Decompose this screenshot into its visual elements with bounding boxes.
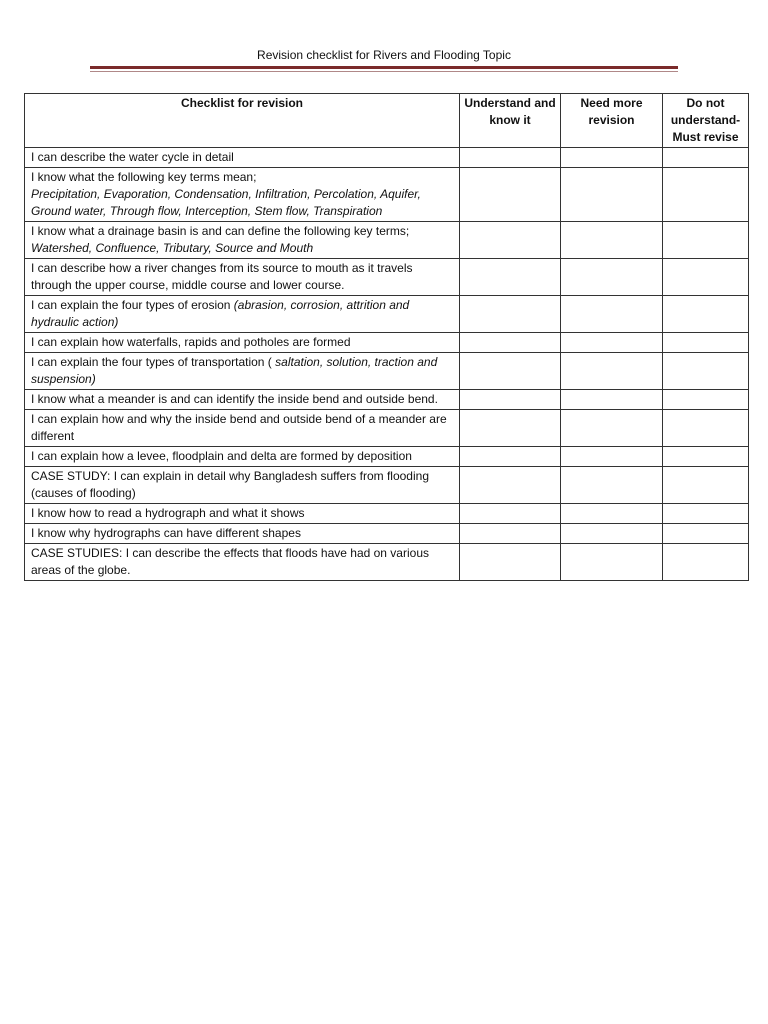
tick-cell-do-not-understand[interactable]	[663, 524, 749, 544]
tick-cell-do-not-understand[interactable]	[663, 467, 749, 504]
tick-cell-need-revision[interactable]	[561, 524, 663, 544]
table-row	[25, 148, 749, 168]
checklist-item-text: I can describe how a river changes from its source to mouth as it travels through the upper course, middle course and lower course.	[31, 261, 413, 292]
tick-cell-do-not-understand[interactable]	[663, 353, 749, 390]
tick-cell-do-not-understand[interactable]	[663, 410, 749, 447]
document-title: Revision checklist for Rivers and Flooding Topic	[257, 48, 511, 62]
checklist-item	[25, 544, 460, 581]
checklist-item-text: I know what the following key terms mean;	[31, 170, 257, 184]
header-row	[25, 94, 749, 148]
checklist-item-text: I can explain the four types of erosion	[31, 298, 234, 312]
checklist-item-text: I know what a meander is and can identify the inside bend and outside bend.	[31, 392, 438, 406]
tick-cell-understand[interactable]	[460, 259, 561, 296]
tick-cell-do-not-understand[interactable]	[663, 148, 749, 168]
header-checklist: Checklist for revision	[25, 94, 460, 148]
checklist-item	[25, 524, 460, 544]
tick-cell-understand[interactable]	[460, 148, 561, 168]
tick-cell-need-revision[interactable]	[561, 222, 663, 259]
table-row	[25, 390, 749, 410]
header-do-not-understand: Do not understand- Must revise	[663, 94, 749, 148]
title-divider	[90, 66, 678, 69]
tick-cell-understand[interactable]	[460, 544, 561, 581]
checklist-item	[25, 467, 460, 504]
tick-cell-understand[interactable]	[460, 296, 561, 333]
tick-cell-need-revision[interactable]	[561, 296, 663, 333]
title-divider-thin	[90, 71, 678, 72]
checklist-item	[25, 410, 460, 447]
table-row	[25, 259, 749, 296]
tick-cell-need-revision[interactable]	[561, 259, 663, 296]
table-row	[25, 524, 749, 544]
checklist-item	[25, 148, 460, 168]
revision-checklist-table	[24, 93, 749, 581]
header-understand: Understand and know it	[460, 94, 561, 148]
tick-cell-need-revision[interactable]	[561, 333, 663, 353]
checklist-item-text: I can explain the four types of transportation (	[31, 355, 276, 369]
tick-cell-understand[interactable]	[460, 168, 561, 222]
checklist-item	[25, 504, 460, 524]
tick-cell-need-revision[interactable]	[561, 447, 663, 467]
checklist-item-key-terms: Watershed, Confluence, Tributary, Source and Mouth	[31, 241, 314, 255]
checklist-item-text: I can explain how waterfalls, rapids and potholes are formed	[31, 335, 351, 349]
checklist-item	[25, 168, 460, 222]
checklist-item-text: I know how to read a hydrograph and what it shows	[31, 506, 305, 520]
tick-cell-need-revision[interactable]	[561, 410, 663, 447]
tick-cell-need-revision[interactable]	[561, 353, 663, 390]
header-need-revision: Need more revision	[561, 94, 663, 148]
table-row	[25, 168, 749, 222]
table-row	[25, 467, 749, 504]
checklist-item-text: I can explain how and why the inside bend and outside bend of a meander are different	[31, 412, 447, 443]
checklist-item-text: I can describe the water cycle in detail	[31, 150, 234, 164]
tick-cell-understand[interactable]	[460, 504, 561, 524]
table-row	[25, 333, 749, 353]
tick-cell-need-revision[interactable]	[561, 168, 663, 222]
tick-cell-understand[interactable]	[460, 222, 561, 259]
tick-cell-do-not-understand[interactable]	[663, 333, 749, 353]
checklist-item	[25, 390, 460, 410]
checklist-item-text: CASE STUDY: I can explain in detail why Bangladesh suffers from flooding (causes of flooding)	[31, 469, 429, 500]
tick-cell-do-not-understand[interactable]	[663, 390, 749, 410]
checklist-item	[25, 222, 460, 259]
table-row	[25, 296, 749, 333]
checklist-item	[25, 259, 460, 296]
table-row	[25, 447, 749, 467]
checklist-item-text: CASE STUDIES: I can describe the effects that floods have had on various areas of the globe.	[31, 546, 429, 577]
tick-cell-do-not-understand[interactable]	[663, 259, 749, 296]
tick-cell-understand[interactable]	[460, 333, 561, 353]
checklist-item	[25, 353, 460, 390]
tick-cell-understand[interactable]	[460, 524, 561, 544]
tick-cell-do-not-understand[interactable]	[663, 168, 749, 222]
tick-cell-need-revision[interactable]	[561, 148, 663, 168]
tick-cell-need-revision[interactable]	[561, 467, 663, 504]
tick-cell-do-not-understand[interactable]	[663, 296, 749, 333]
checklist-item-text: I know what a drainage basin is and can define the following key terms;	[31, 224, 410, 238]
tick-cell-understand[interactable]	[460, 447, 561, 467]
checklist-item	[25, 447, 460, 467]
checklist-item-examples: (abrasion, corrosion, attrition and hydraulic action)	[31, 298, 410, 329]
checklist-item-key-terms: Precipitation, Evaporation, Condensation, Infiltration, Percolation, Aquifer, Ground water, Through flow, Interception, Stem flow, Transpiration	[31, 187, 421, 218]
table-row	[25, 544, 749, 581]
checklist-item	[25, 333, 460, 353]
table-row	[25, 222, 749, 259]
checklist-item-examples: saltation, solution, traction and suspension)	[31, 355, 438, 386]
tick-cell-do-not-understand[interactable]	[663, 447, 749, 467]
tick-cell-understand[interactable]	[460, 467, 561, 504]
checklist-item-text: I can explain how a levee, floodplain and delta are formed by deposition	[31, 449, 412, 463]
tick-cell-need-revision[interactable]	[561, 504, 663, 524]
tick-cell-understand[interactable]	[460, 390, 561, 410]
checklist-item	[25, 296, 460, 333]
tick-cell-do-not-understand[interactable]	[663, 544, 749, 581]
tick-cell-understand[interactable]	[460, 353, 561, 390]
table-row	[25, 410, 749, 447]
tick-cell-need-revision[interactable]	[561, 544, 663, 581]
tick-cell-need-revision[interactable]	[561, 390, 663, 410]
checklist-item-text: I know why hydrographs can have different shapes	[31, 526, 301, 540]
tick-cell-do-not-understand[interactable]	[663, 222, 749, 259]
table-row	[25, 504, 749, 524]
table-row	[25, 353, 749, 390]
tick-cell-understand[interactable]	[460, 410, 561, 447]
tick-cell-do-not-understand[interactable]	[663, 504, 749, 524]
